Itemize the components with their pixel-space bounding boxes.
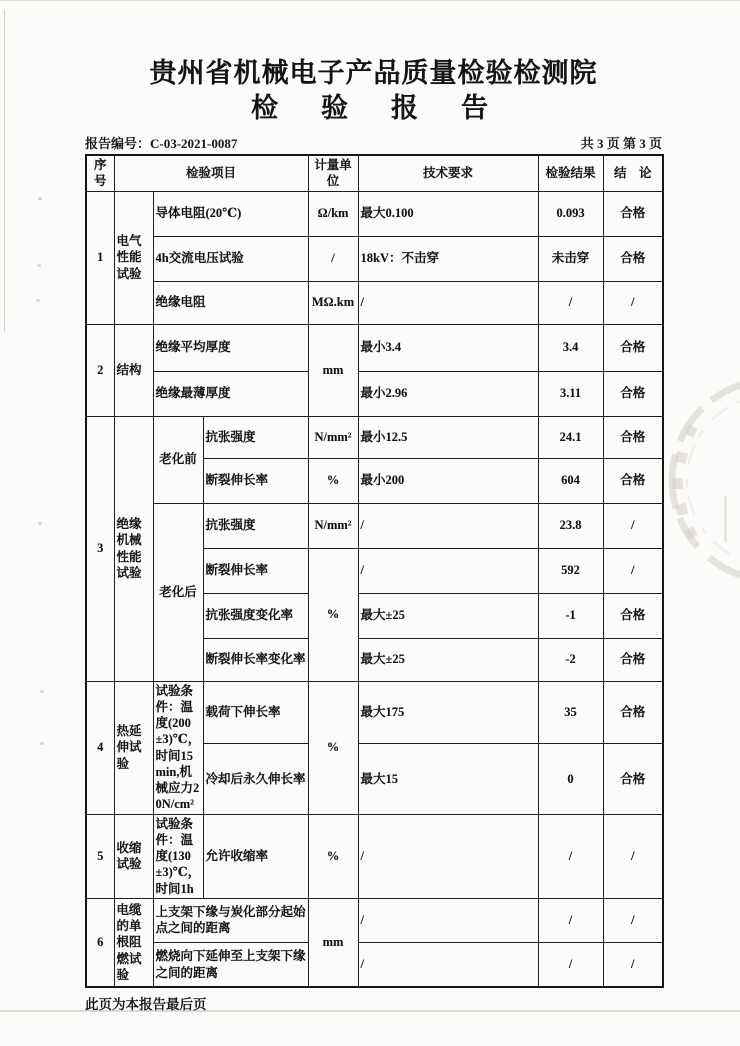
cell-unit: % <box>308 458 358 503</box>
inspection-results-table <box>85 154 664 988</box>
cell-category: 热延伸试验 <box>114 681 153 814</box>
scan-speck <box>38 197 42 200</box>
table-row <box>86 236 663 281</box>
cell-unit: mm <box>308 324 358 416</box>
cell-seq: 3 <box>86 416 114 681</box>
cell-requirement: / <box>358 898 538 942</box>
cell-item: 断裂伸长率 <box>203 548 308 593</box>
cell-item: 抗张强度 <box>203 503 308 548</box>
table-row <box>86 416 663 458</box>
cell-requirement: 最小2.96 <box>358 371 538 416</box>
organization-title: 贵州省机械电子产品质量检验检测院 <box>149 58 598 88</box>
table-row <box>86 814 663 898</box>
cell-conclusion: 合格 <box>603 593 663 638</box>
cell-seq: 6 <box>86 898 114 987</box>
table-row <box>86 942 663 987</box>
header-item: 检验项目 <box>114 155 308 191</box>
report-number <box>85 133 237 152</box>
cell-seq: 4 <box>86 681 114 814</box>
table-row <box>86 503 663 548</box>
cell-item: 冷却后永久伸长率 <box>203 744 308 814</box>
cell-result: / <box>538 942 603 987</box>
cell-item: 绝缘平均厚度 <box>153 324 308 371</box>
cell-result: 0 <box>538 744 603 814</box>
cell-item: 允许收缩率 <box>203 814 308 898</box>
cell-seq: 1 <box>86 191 114 324</box>
cell-seq: 2 <box>86 324 114 416</box>
cell-conclusion: 合格 <box>603 638 663 681</box>
cell-item: 断裂伸长率 <box>203 458 308 503</box>
document-title: 检 验 报 告 <box>251 93 496 123</box>
pagination: 共 3 页 第 3 页 <box>580 136 662 151</box>
cell-conclusion: / <box>603 281 663 324</box>
cell-requirement: 18kV：不击穿 <box>358 236 538 281</box>
cell-result: / <box>538 814 603 898</box>
cell-unit: % <box>308 681 358 814</box>
table-row <box>86 371 663 416</box>
cell-conclusion: / <box>603 548 663 593</box>
cell-conclusion: 合格 <box>603 236 663 281</box>
cell-requirement: 最小3.4 <box>358 324 538 371</box>
table-row <box>86 191 663 236</box>
header-conclusion: 结 论 <box>603 155 663 191</box>
stamp-arc-glyphs <box>672 424 727 542</box>
cell-test-condition: 试验条件：温度(130±3)℃，时间1h <box>153 814 203 898</box>
scan-speck <box>37 264 41 267</box>
cell-requirement: / <box>358 503 538 548</box>
cell-requirement: 最大15 <box>358 744 538 814</box>
scan-edge-left <box>4 10 5 332</box>
cell-result: 24.1 <box>538 416 603 458</box>
cell-result: 未击穿 <box>538 236 603 281</box>
cell-subgroup: 老化后 <box>153 503 203 681</box>
cell-item: 导体电阻(20℃) <box>153 191 308 236</box>
cell-unit: mm <box>308 898 358 987</box>
cell-item: 抗张强度变化率 <box>203 593 308 638</box>
table-row <box>86 324 663 371</box>
cell-requirement: 最小200 <box>358 458 538 503</box>
cell-item: 绝缘电阻 <box>153 281 308 324</box>
cell-subgroup: 老化前 <box>153 416 203 503</box>
cell-unit: N/mm² <box>308 503 358 548</box>
cell-result: 3.4 <box>538 324 603 371</box>
scan-speck <box>40 742 44 745</box>
cell-conclusion: / <box>603 898 663 942</box>
cell-item: 抗张强度 <box>203 416 308 458</box>
cell-requirement: 最大0.100 <box>358 191 538 236</box>
report-number-label: 报告编号： <box>85 136 151 151</box>
table-row <box>86 898 663 942</box>
cell-item: 绝缘最薄厚度 <box>153 371 308 416</box>
cell-unit: % <box>308 814 358 898</box>
cell-conclusion: 合格 <box>603 458 663 503</box>
cell-conclusion: / <box>603 814 663 898</box>
cell-unit: Ω/km <box>308 191 358 236</box>
header-result: 检验结果 <box>538 155 603 191</box>
cell-conclusion: 合格 <box>603 191 663 236</box>
last-page-note: 此页为本报告最后页 <box>85 997 207 1013</box>
cell-requirement: 最大±25 <box>358 593 538 638</box>
cell-conclusion: / <box>603 942 663 987</box>
cell-requirement: 最大±25 <box>358 638 538 681</box>
cell-item: 载荷下伸长率 <box>203 681 308 744</box>
cell-category: 电缆的单根阻燃试验 <box>114 898 153 987</box>
cell-requirement: / <box>358 281 538 324</box>
cell-requirement: / <box>358 942 538 987</box>
table-header-row <box>86 155 663 191</box>
cell-requirement: / <box>358 814 538 898</box>
scan-speck <box>40 690 44 693</box>
cell-unit: MΩ.km <box>308 281 358 324</box>
cell-result: / <box>538 281 603 324</box>
cell-result: 35 <box>538 681 603 744</box>
table-row <box>86 281 663 324</box>
cell-result: / <box>538 898 603 942</box>
cell-unit: N/mm² <box>308 416 358 458</box>
cell-conclusion: 合格 <box>603 371 663 416</box>
cell-conclusion: 合格 <box>603 324 663 371</box>
scan-speck <box>36 299 40 302</box>
cell-item: 燃烧向下延伸至上支架下缘之间的距离 <box>153 942 308 987</box>
header-seq: 序号 <box>86 155 114 191</box>
cell-conclusion: / <box>603 503 663 548</box>
cell-result: -2 <box>538 638 603 681</box>
cell-unit: % <box>308 548 358 681</box>
report-sheet <box>85 0 662 1013</box>
cell-result: 592 <box>538 548 603 593</box>
table-row <box>86 681 663 744</box>
report-number-value: C-03-2021-0087 <box>150 136 238 151</box>
cell-category: 绝缘机械性能试验 <box>114 416 153 681</box>
cell-unit: / <box>308 236 358 281</box>
cell-conclusion: 合格 <box>603 744 663 814</box>
cell-category: 结构 <box>114 324 153 416</box>
cell-seq: 5 <box>86 814 114 898</box>
header-unit: 计量单位 <box>308 155 358 191</box>
cell-result: 0.093 <box>538 191 603 236</box>
cell-category: 电气性能试验 <box>114 191 153 324</box>
cell-result: 3.11 <box>538 371 603 416</box>
cell-result: 23.8 <box>538 503 603 548</box>
cell-test-condition: 试验条件：温度(200±3)℃，时间15min,机械应力20N/cm² <box>153 681 203 814</box>
cell-item: 上支架下缘与炭化部分起始点之间的距离 <box>153 898 308 942</box>
cell-requirement: / <box>358 548 538 593</box>
cell-category: 收缩试验 <box>114 814 153 898</box>
cell-requirement: 最小12.5 <box>358 416 538 458</box>
cell-item: 4h交流电压试验 <box>153 236 308 281</box>
cell-conclusion: 合格 <box>603 681 663 744</box>
report-meta-row <box>85 132 662 152</box>
cell-requirement: 最大175 <box>358 681 538 744</box>
cell-conclusion: 合格 <box>603 416 663 458</box>
cell-result: 604 <box>538 458 603 503</box>
scan-speck <box>38 522 42 525</box>
cell-result: -1 <box>538 593 603 638</box>
header-requirement: 技术要求 <box>358 155 538 191</box>
cell-item: 断裂伸长率变化率 <box>203 638 308 681</box>
